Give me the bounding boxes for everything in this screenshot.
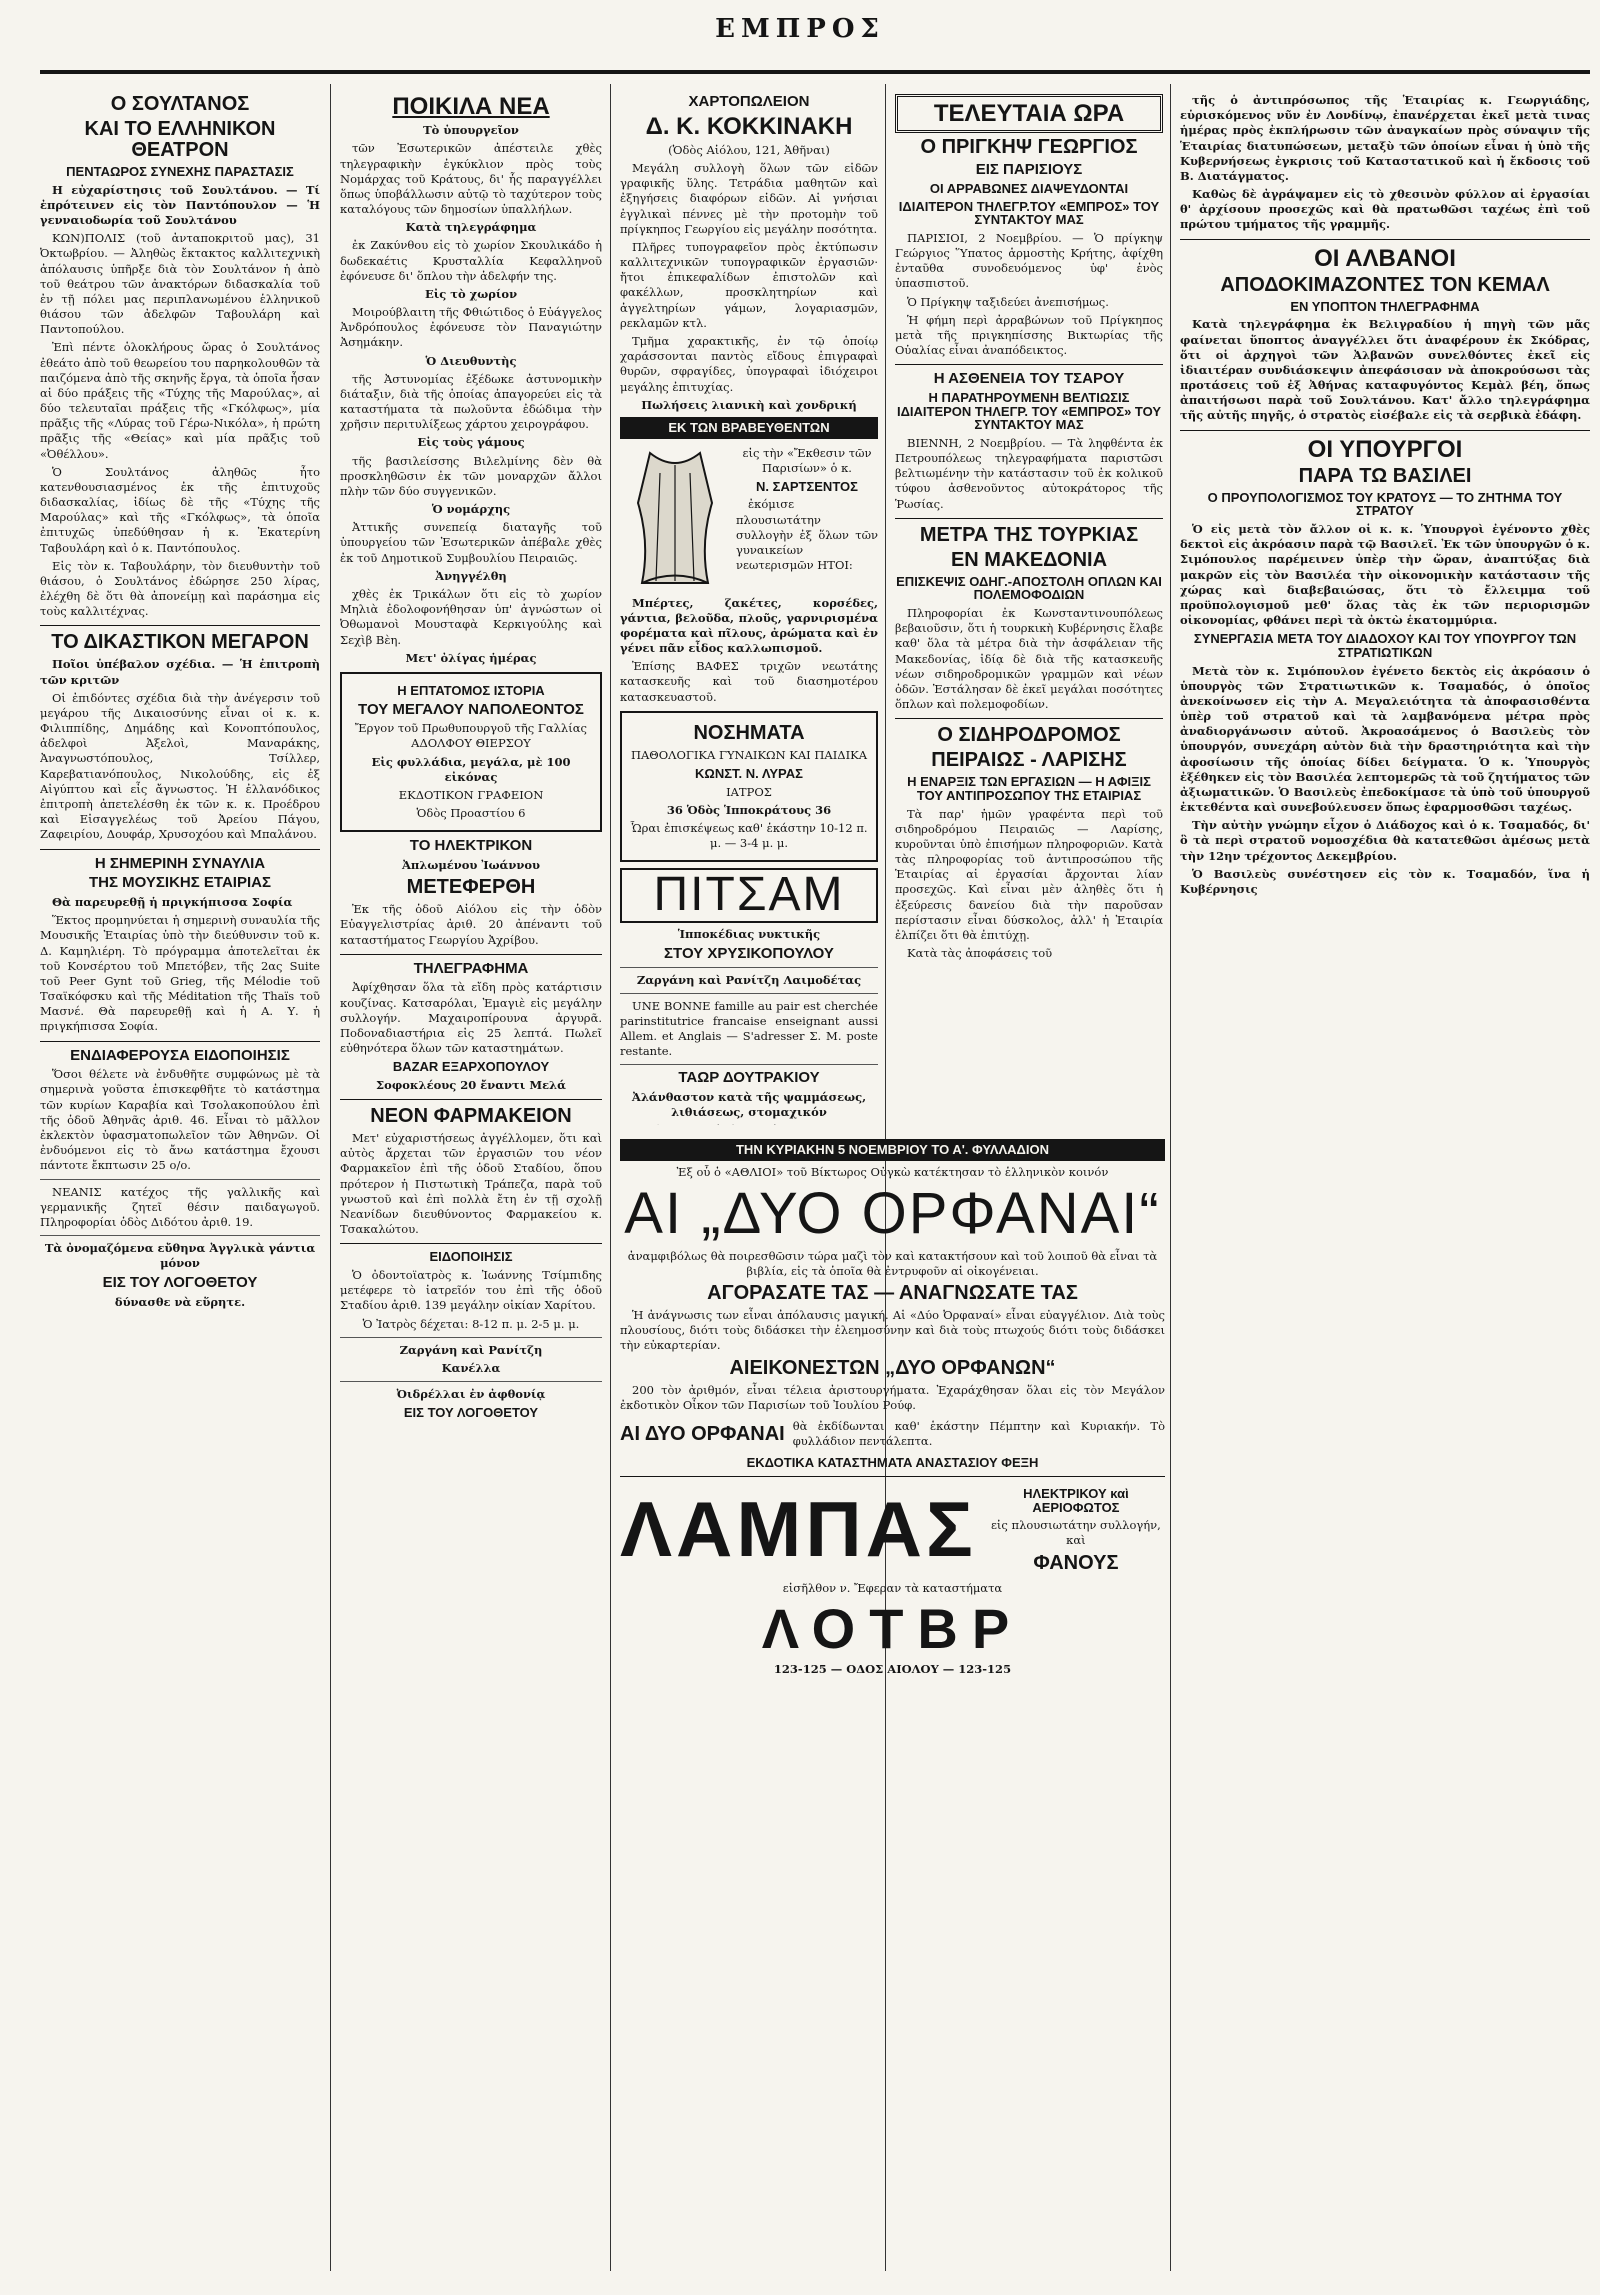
item-text: Μοιρούβλαιτη τῆς Φθιώτιδος ὁ Εὐάγγελος Ἀνδρόπουλος ἐφόνευσε τὸν Παναγιώτην Ἀσημάκην.	[340, 305, 602, 350]
advert-text: Πωλήσεις λιανικὴ καὶ χονδρική	[641, 397, 857, 412]
article-text: Οἱ ἐπιδόντες σχέδια διὰ τὴν ἀνέγερσιν τοῦ μεγάρου τῆς Δικαιοσύνης εἶναι οἱ κ. κ. Φιλιππίδης, Δημάδης καὶ Κονοπτόπουλος, ἀδελφοὶ Ἀξελοὶ, Μαναράκης, Ἀναγνωστόπουλος, Τσίλλερ, Καρεβατιανόπουλος, Νικολούδης, εἰς ἐξ Αἰγύπτου καὶ εἷς ἄγνωστος. Ἡ ἐλλανόδικος ἐπιτροπὴ ἀπετελέσθη ἐκ τῶν κ. κ. Προέδρου καὶ Εἰσαγγελέως τοῦ Ἀρείου Πάγου, Ζαφειρίου, Δουφάρ, Χρυσοχόου καὶ Μπαλάνου.	[40, 690, 320, 842]
item-heading: Ὁ Διευθυντὴς	[425, 353, 517, 368]
advert-title: ΑΙΕΙΚΟΝΕΣΤΩΝ „ΔΥΟ ΟΡΦΑΝΩΝ“	[729, 1356, 1056, 1379]
item-text: Ἀττικῆς συνεπείᾳ διαταγῆς τοῦ ὑπουργείου τῶν Ἐσωτερικῶν ἀπέβαλε χθὲς ἐκ τοῦ Δημοτικοῦ Συμβουλίου Πειραιῶς.	[340, 520, 602, 565]
divider	[340, 1337, 602, 1338]
subheadline: ΙΔΙΑΙΤΕΡΟΝ ΤΗΛΕΓΡ.ΤΟΥ «ΕΜΠΡΟΣ» ΤΟΥ ΣΥΝΤΑΚΤΟΥ ΜΑΣ	[898, 198, 1160, 228]
article-text: Πληροφορίαι ἐκ Κωνσταντινουπόλεως βεβαιοῦσιν, ὅτι ἡ τουρκικὴ Κυβέρνησις ἔλαβε καθ' ὅλα τὰ μέτρα διὰ τὴν ἀσφάλειαν τῆς Μακεδονίας, ἰδίᾳ δὲ διὰ τῆς κατασκευῆς νέων σιδηροδρομικῶν γραμμῶν καὶ νέων ὁδῶν. Ἐστάλησαν δὲ ἐκεῖ μεγάλαι ποσότητες ὅπλων καὶ πολεμοφοδίων.	[895, 606, 1163, 712]
advert-title: ΕΚ ΤΩΝ ΒΡΑΒΕΥΘΕΝΤΩΝ	[620, 417, 878, 439]
article-text: Ὁ Βασιλεὺς συνέστησεν εἰς τὸν κ. Τσαμαδόν, ἵνα ἡ Κυβέρνησις	[1180, 866, 1590, 896]
classified-ad: ΝΕΑΝΙΣ κατέχος τῆς γαλλικῆς καὶ γερμανικῆς ζητεῖ θέσιν παιδαγωγοῦ. Πληροφορίαι ὁδὸς Διδότου ἀριθ. 19.	[40, 1184, 320, 1229]
column-5	[1180, 90, 1590, 2271]
article-text: τῆς ὁ ἀντιπρόσωπος τῆς Ἑταιρίας κ. Γεωργιάδης, εὑρισκόμενος νῦν ἐν Λονδίνῳ, ἐπανέρχεται ἐκεῖ μετὰ τινας ἡμέρας πρὸς ἐκπλήρωσιν τῶν ἀναγκαίων πρὸς σύναψιν τῆς Ἑταιρίας διατυπώσεων, μεταξὺ τῶν ὁποίων εἶναι ἡ ὑπὸ τῆς Κυβερνήσεως ἐγκρισις τοῦ Καταστατικοῦ καὶ ἡ ἔκδοσις τοῦ Β. Διατάγματος.	[1180, 93, 1590, 183]
divider	[620, 993, 878, 994]
advert-title: Ν. ΣΑΡΤΣΕΝΤΟΣ	[756, 478, 858, 494]
advert-text: Ὁδὸς Προαστίου 6	[416, 806, 526, 821]
subheadline: ΟΙ ΑΡΡΑΒΩΝΕΣ ΔΙΑΨΕΥΔΟΝΤΑΙ	[929, 180, 1129, 196]
item-heading: Κατὰ τηλεγράφημα	[405, 220, 537, 235]
article-text: ΚΩΝ)ΠΟΛΙΣ (τοῦ ἀνταποκριτοῦ μας), 31 Ὀκτωβρίου. — Ἀληθὼς ἔκτακτος καλλιτεχνικὴ ἀπόλαυσις ὑπῆρξε διὰ τὸν Σουλτάνον ἡ ἀπὸ τοῦ θεάτρου τῶν ἀνακτόρων διδασκαλία τοῦ ἐν τῇ πόλει μας περιπλανωμένου ἑλληνικοῦ θιάσου τῶν ἀδελφῶν Ταβουλάρη καὶ Παντοπούλου.	[40, 231, 320, 337]
advert-text: Κανέλλα	[441, 1360, 501, 1375]
advert-title: ΣΤΟΥ ΧΡΥΣΙΚΟΠΟΥΛΟΥ	[664, 944, 834, 962]
item-text: ἐκ Ζακύνθου εἰς τὸ χωρίον Σκουλικάδο ἡ δωδεκαέτις Κρυσταλλία Κεφαλληνοῦ ἐφόνευσε δι' ὅπλου τὴν ἀδελφήν της.	[340, 238, 602, 283]
advert-text: ΠΑΘΟΛΟΓΙΚΑ ΓΥΝΑΙΚΩΝ ΚΑΙ ΠΑΙΔΙΚΑ	[630, 747, 868, 762]
headline: Ο ΠΡΙΓΚΗΨ ΓΕΩΡΓΙΟΣ	[920, 136, 1138, 159]
advert-title: ΛΑΜΠΑΣ	[620, 1485, 977, 1574]
column-divider	[1170, 84, 1171, 2271]
section-title: ΤΕΛΕΥΤΑΙΑ ΩΡΑ	[895, 94, 1163, 133]
advert-title: ΑΙ ΔΥΟ ΟΡΦΑΝΑΙ	[620, 1422, 785, 1445]
item-text: χθὲς ἐκ Τρικάλων ὅτι εἰς τὸ χωρίον Μηλιὰ ἐδολοφονήθησαν ὑπ' ἀγνώστων οἱ Ὀθωμανοὶ Μουσταφὰ Κερκιγούλης καὶ Σεχὶβ Βὲη.	[340, 587, 602, 647]
advert-title: ΕΙΣ ΤΟΥ ΛΟΓΟΘΕΤΟΥ	[102, 1274, 258, 1292]
headline: ΤΗΣ ΜΟΥΣΙΚΗΣ ΕΤΑΙΡΙΑΣ	[89, 874, 271, 892]
article-text: Μετὰ τὸν κ. Σιμόπουλον ἐγένετο δεκτὸς εἰς ἀκρόασιν ὁ ὑπουργὸς τῶν Στρατιωτικῶν κ. Τσαμαδός, ὁ ὁποῖος ἀνεκοίνωσεν εἰς τὴν Α. Μεγαλειότητα τὰ ἀποφασισθέντα ὑπὲρ τοῦ στρατοῦ καὶ τὰ λαμβανόμενα μέτρα πρὸς ἀναδιοργάνωσιν αὐτοῦ. Ἀκροασάμενος ὁ Βασιλεὺς τὸν ὑπουργόν, συνεχάρη αὐτὸν διὰ τὴν δραστηριότητα καὶ τὴν ἀφοσίωσιν τῆς ὁποίας δίδει δείγματα. Ὁ κ. Ὑπουργὸς ἐξέθηκεν εἰς τὸν Βασιλέα λεπτομερῶς τὰ τοῦ ζητήματος τῶν ἀξιωματικῶν. Ὁ Βασιλεὺς ἐπεδοκίμασε τὰ ὑπὸ τοῦ ὑπουργοῦ ἐκτεθέντα καὶ συνεβούλευσεν ὅπως ἐφαρμοσθῶσι ταχέως.	[1180, 663, 1590, 815]
article-text: Καθὼς δὲ ἀγράψαμεν εἰς τὸ χθεσινὸν φύλλον αἱ ἐργασίαι θ' ἀρχίσουν προσεχῶς καὶ θὰ πρατωθῶσι ταχέως ἐπὶ τοῦ πρώτου τμήματος τῆς γραμμῆς.	[1180, 187, 1590, 232]
headline: ΕΙΣ ΠΑΡΙΣΙΟΥΣ	[975, 161, 1083, 179]
subheadline: Η ΕΝΑΡΞΙΣ ΤΩΝ ΕΡΓΑΣΙΩΝ — Η ΑΦΙΞΙΣ ΤΟΥ ΑΝΤΙΠΡΟΣΩΠΟΥ ΤΗΣ ΕΤΑΙΡΙΑΣ	[907, 774, 1151, 803]
article-text: Εἰς τὸν κ. Ταβουλάρην, τὸν διευθυντὴν τοῦ θιάσου, ὁ Σουλτάνος ἐδώρησε 250 λίρας, ἐλέχθη δὲ ὅτι θὰ ἀπονείμῃ καὶ παράσημα εἰς τοὺς καλλιτέχνας.	[40, 558, 320, 619]
advert-text: Ὁ Ἰατρὸς δέχεται: 8-12 π. μ. 2-5 μ. μ.	[362, 1316, 580, 1331]
divider	[40, 625, 320, 626]
classified-ad: UNE BONNE famille au pair est cherchée parinstitutrice francaise enseignant aussi Allem. et Anglais — S'adresser Σ. Μ. poste restante.	[620, 998, 878, 1059]
advert-text: θὰ ἐκδίδωνται καθ' ἑκάστην Πέμπτην καὶ Κυριακήν. Τὸ φυλλάδιον πεντάλεπτα.	[792, 1418, 1165, 1449]
advert-napoleon	[340, 672, 602, 832]
advert-text: δύνασθε νὰ εὕρητε.	[114, 1295, 246, 1310]
orphans-advert	[620, 1135, 1165, 2271]
headline: Η ΣΗΜΕΡΙΝΗ ΣΥΝΑΥΛΙΑ	[94, 854, 266, 872]
advert-text: ἀναμφιβόλως θὰ ποιρεσθῶσιν τώρα μαζὶ τὸν καὶ κατακτήσουν καὶ τοῦ λοιποῦ θὰ εἶναι τὰ βιβλία, εἰς τὰ ὁποῖα θὰ ἐντρυφοῦν αἱ οἰκογένειαι.	[627, 1248, 1158, 1278]
advert-title: ΝΟΣΗΜΑΤΑ	[693, 721, 805, 744]
headline: ΕΝ ΜΑΚΕΔΟΝΙΑ	[950, 548, 1108, 571]
advert-title: ΕΙΔΟΠΟΙΗΣΙΣ	[429, 1249, 513, 1265]
advert-text: Ζαργάνη καὶ Ρανίτζη Λαιμοδέτας	[636, 972, 862, 987]
advert-title: ΝΕΟΝ ΦΑΡΜΑΚΕΙΟΝ	[370, 1105, 572, 1128]
divider	[40, 849, 320, 850]
advert-text: Ἡ ἀνάγνωσις των εἶναι ἀπόλαυσις μαγική. Αἱ «Δύο Ὀρφαναί» εἶναι εὐαγγέλιον. Διὰ τοὺς πλουσίους, διότι τοὺς διδάσκει τὴν ἐλεημοσύνην καὶ διὰ τοὺς πτωχούς διότι τοὺς διδάσκει τὴν εὐκαρτερίαν.	[620, 1308, 1165, 1353]
subheadline: ΕΠΙΣΚΕΨΙΣ ΟΔΗΓ.-ΑΠΟΣΤΟΛΗ ΟΠΛΩΝ ΚΑΙ ΠΟΛΕΜΟΦΟΔΙΩΝ	[896, 573, 1162, 603]
advert-doctor	[620, 711, 878, 863]
advert-text: Ἀφίχθησαν ὅλα τὰ εἴδη πρὸς κατάρτισιν κουζίνας. Κατσαρόλαι, Ἐμαγιὲ εἰς μεγάλην συλλογήν. Μαχαιροπίρουνα ἀργυρᾶ. Ποδοναδιαστήρια εἰς 25 λεπτά. Πωλεῖ εὐθηνότερα ὅλων τῶν καταστημάτων.	[340, 980, 602, 1056]
top-rule	[40, 70, 1590, 74]
advert-text: Ζαργάνη καὶ Ρανίτζη	[399, 1342, 543, 1357]
advert-text: Τμῆμα χαρακτικῆς, ἐν τῷ ὁποίῳ χαράσσονται παντὸς εἴδους ἐπιγραφαὶ θυρῶν, σφραγίδες, ὑπογραφαὶ ἰδιόχειροι μεγάλης ἐπιτυχίας.	[620, 334, 878, 394]
advert-text: Ἐξ οὗ ὁ «ΑΘΛΙΟΙ» τοῦ Βίκτωρος Οὐγκὼ κατέκτησαν τὸ ἑλληνικὸν κοινόν	[676, 1164, 1109, 1179]
headline: ΜΕΤΡΑ ΤΗΣ ΤΟΥΡΚΙΑΣ	[919, 523, 1139, 546]
advert-banner: ΤΗΝ ΚΥΡΙΑΚΗΝ 5 ΝΟΕΜΒΡΙΟΥ ΤΟ Α'. ΦΥΛΛΑΔΙΟΝ	[620, 1139, 1165, 1161]
subheadline: Ο ΠΡΟΥΠΟΛΟΓΙΣΜΟΣ ΤΟΥ ΚΡΑΤΟΥΣ — ΤΟ ΖΗΤΗΜΑ ΤΟΥ ΣΤΡΑΤΟΥ	[1207, 489, 1563, 519]
headline: ΤΟ ΔΙΚΑΣΤΙΚΟΝ ΜΕΓΑΡΟΝ	[51, 631, 309, 654]
article-text: Ὁ Πρίγκηψ ταξιδεύει ἀνεπισήμως.	[907, 294, 1109, 309]
divider	[895, 518, 1163, 519]
corset-advert	[620, 443, 878, 593]
advert-title: ΤΗΛΕΓΡΑΦΗΜΑ	[413, 959, 529, 977]
advert-text: ΕΚΔΟΤΙΚΟΝ ΓΡΑΦΕΙΟΝ	[398, 787, 544, 802]
advert-title: ΜΕΤΕΦΕΡΘΗ	[406, 876, 536, 899]
article-text: Ἡ φήμη περὶ ἀρραβώνων τοῦ Πρίγκηπος μετὰ τῆς πριγκηπίσσης Βικτωρίας τῆς Οὐαλίας εἶναι ἀναπόδεικτος.	[895, 312, 1163, 358]
article-text: ΠΑΡΙΣΙΟΙ, 2 Νοεμβρίου. — Ὁ πρίγκηψ Γεώργιος Ὕπατος ἁρμοστὴς Κρήτης, ἀφίχθη ἐνταῦθα συνοδευόμενος ὑφ' ἑνὸς ὑπασπιστοῦ.	[895, 230, 1163, 291]
subheadline: ΕΝ ΥΠΟΠΤΟΝ ΤΗΛΕΓΡΑΦΗΜΑ	[1290, 298, 1480, 314]
divider	[620, 967, 878, 968]
section-title: ΠΟΙΚΙΛΑ ΝΕΑ	[392, 93, 550, 120]
advert-title: ΚΩΝΣΤ. Ν. ΛΥΡΑΣ	[695, 765, 803, 781]
headline: Ο ΣΟΥΛΤΑΝΟΣ	[110, 93, 250, 115]
divider	[620, 1476, 1165, 1477]
advert-title: ΑΓΟΡΑΣΑΤΕ ΤΑΣ — ΑΝΑΓΝΩΣΑΤΕ ΤΑΣ	[707, 1282, 1078, 1305]
advert-text: Ἐπίσης ΒΑΦΕΣ τριχῶν νεωτάτης κατασκευῆς καὶ τοῦ διασημοτέρου κατασκευαστοῦ.	[620, 659, 878, 704]
advert-text: 123-125 — ΟΔΟΣ ΑΙΟΛΟΥ — 123-125	[773, 1662, 1012, 1677]
headline: ΟΙ ΥΠΟΥΡΓΟΙ	[1307, 435, 1463, 463]
advert-text: Εἰς φυλλάδια, μεγάλα, μὲ 100 εἰκόνας	[371, 754, 571, 784]
orphans-row	[620, 1416, 1165, 1452]
divider	[1180, 430, 1590, 431]
column-divider	[610, 84, 611, 2271]
advert-text: Τὰ ὀνομαζόμενα εὔθηνα Ἀγγλικὰ γάντια μόνον	[44, 1241, 316, 1271]
advert-text: Μετ' εὐχαριστήσεως ἀγγέλλομεν, ὅτι καὶ αὐτὸς ἄρχεται τῶν ἐργασιῶν του νέον Φαρμακεῖον ἐπὶ τῆς ὁδοῦ Σταδίου, ὅπου πρότερον ἡ Πιστωτικὴ Τράπεζα, παρὰ τοῦ γνωστοῦ καὶ ἐπὶ πολλὰ ἔτη ἐν τῇ σχολῇ Νεανίδων διευθύνοντος Φαρμακείου κ. Τσακαλώτου.	[340, 1131, 602, 1237]
corset-illustration-icon	[620, 443, 730, 593]
headline: ΚΑΙ ΤΟ ΕΛΛΗΝΙΚΟΝ ΘΕΑΤΡΟΝ	[84, 118, 276, 161]
article-text: Ἐπὶ πέντε ὁλοκλήρους ὥρας ὁ Σουλτάνος ἐθεάτο ἀπὸ τοῦ θεωρείου του παρηκολουθῶν τὰ παιζόμενα ἀπὸ τῆς σκηνῆς ἔργα, τὰ ὁποῖα ἦσαν αἱ δύο πράξεις τῆς «Τύχης τῆς Μαρούλας», αἱ δύο τελευταῖαι πράξεις τῆς «Γκόλφως», μία πρᾶξις τῆς «Λύρας τοῦ Γέρω-Νικόλα», ἡ πρώτη πρᾶξις τῆς «Θείας» καὶ μία πρᾶξις τοῦ «Ὀθέλλου».	[40, 340, 320, 461]
divider	[895, 364, 1163, 365]
advert-title: ΧΑΡΤΟΠΩΛΕΙΟΝ	[688, 93, 810, 110]
article-text: Ὅσοι θέλετε νὰ ἐνδυθῆτε συμφώνως μὲ τὰ σημερινὰ γοῦστα ἐπισκεφθῆτε τὸ κατάστημα τῶν κυρίων Καραβία καὶ Τσολακοπούλου ἐπὶ τῆς ὁδοῦ Ἀθηνᾶς ἀριθ. 46. Εἶναι τὸ μᾶλλον ἐκλεκτὸν ὑφασματοπωλεῖον τῶν Ἀθηνῶν. Οἱ ἐνδυόμενοι εἰς τὸ ἄνω κατάστημα ἔχουσι πάντοτε ἔκπτωσιν 25 ο/ο.	[40, 1067, 320, 1173]
subheadline: Η ΠΑΡΑΤΗΡΟΥΜΕΝΗ ΒΕΛΤΙΩΣΙΣ ΙΔΙΑΙΤΕΡΟΝ ΤΗΛΕΓΡ. ΤΟΥ «ΕΜΠΡΟΣ» ΤΟΥ ΣΥΝΤΑΚΤΟΥ ΜΑΣ	[896, 389, 1162, 433]
advert-text: 200 τὸν ἀριθμόν, εἶναι τέλεια ἀριστουργήματα. Ἐχαράχθησαν ὅλαι εἰς τὸν Μεγάλον ἐκδοτικὸν Οἶκον τῶν Παρισίων τοῦ Ἰουλίου Ρούφ.	[620, 1382, 1165, 1412]
item-heading: Μετ' ὀλίγας ἡμέρας	[405, 650, 537, 665]
advert-text: (Ὁδὸς Αἰόλου, 121, Ἀθῆναι)	[668, 142, 830, 157]
advert-text: ἐκόμισε πλουσιωτάτην συλλογὴν ἐξ ὅλων τῶν γυναικείων νεωτερισμῶν ΗΤΟΙ:	[736, 497, 878, 573]
advert-text: Μπέρτες, ζακέτες, κορσέδες, γάντια, βελοῦδα, πλοῦς, γαρνιρισμένα φορέματα καὶ πῖλους, ἀρώματα καὶ ἐν γένει πᾶν εἶδος καλλωπισμοῦ.	[620, 595, 878, 656]
article-lead: Θὰ παρευρεθῇ ἡ πριγκήπισσα Σοφία	[52, 895, 293, 910]
headline: Η ΑΣΘΕΝΕΙΑ ΤΟΥ ΤΣΑΡΟΥ	[933, 370, 1125, 388]
advert-text: Μεγάλη συλλογὴ ὅλων τῶν εἰδῶν γραφικῆς ὕλης. Τετράδια μαθητῶν καὶ ἐξηγήσεις διαφόρων εἰδῶν. Αἱ γνήσιαι ἐγγλικαὶ πέννες μὲ τὴν προτομὴν τοῦ πρίγκηπος Γεωργίου εἰς μεγάλην ποσότητα.	[620, 161, 878, 236]
advert-title: ΗΛΕΚΤΡΙΚΟΥ καὶ ΑΕΡΙΟΦΩΤΟΣ	[1023, 1485, 1129, 1515]
divider	[340, 1243, 602, 1244]
subheadline: ΠΕΝΤΑΩΡΟΣ ΣΥΝΕΧΗΣ ΠΑΡΑΣΤΑΣΙΣ	[66, 164, 294, 179]
advert-title: ΦΑΝΟΥΣ	[1033, 1551, 1119, 1574]
divider	[1180, 239, 1590, 240]
advert-text: Ὁ ὀδοντοϊατρὸς κ. Ἰωάννης Τσίμπιδης μετέφερε τὸ ἰατρεῖόν του ἐπὶ τῆς ὁδοῦ Σταδίου ἀριθ. 139 μεγάλην οἰκίαν Χαρίτου.	[340, 1267, 602, 1313]
column-1	[40, 90, 320, 2271]
article-text: Ὁ Σουλτάνος ἀληθῶς ἦτο κατενθουσιασμένος ἐκ τῆς ἐπιτυχοῦς διδασκαλίας, ἰδίως δὲ τῆς «Τύχης τῆς Μαρούλας» καὶ τῆς «Γκόλφως», τὰ ὁποῖα ἐπιτυχῶς ὑπεδύθησαν ἡ κ. Ἐκατερίνη Ταβουλάρη καὶ ὁ κ. Παντόπουλος.	[40, 464, 320, 555]
headline: Ο ΣΙΔΗΡΟΔΡΟΜΟΣ	[937, 724, 1121, 747]
column-3	[620, 90, 878, 1125]
advert-text: ΙΑΤΡΟΣ	[726, 784, 772, 799]
item-text: τῆς Ἀστυνομίας ἐξέδωκε ἀστυνομικὴν διάταξιν, διὰ τῆς ὁποίας ἀπαγορεύει εἰς τὰ καταστήματα τὰ πωλοῦντα ἐδώδιμα τὴν χρῆσιν περιτυλίξεως χάρτου χειρογράφου.	[340, 371, 602, 432]
item-heading: Εἰς τὸ χωρίον	[424, 286, 518, 301]
article-text: Ὁ εἰς μετὰ τὸν ἄλλον οἱ κ. κ. Ὑπουργοὶ ἐγένοντο χθὲς δεκτοὶ εἰς ἀκρόασιν παρὰ τῷ Βασιλεῖ. Ἐκ τῶν ὑπουργῶν ὁ κ. Σιμόπουλος παρέμεινεν ὑπὲρ τὴν ὥραν, ἀναπτύξας διὰ μακρῶν εἰς τὸν Βασιλέα τὴν οἰκονομικὴν κατάστασιν τῆς χώρας καὶ διαβεβαιώσας, ὅτι τὸ ἔλλειμμα τοῦ προϋπολογισμοῦ μεθ' ὅλας τὰς ἐκ τῶν περιορισμῶν οἰκονομίας, φθάνει περὶ τὰ ὀκτὼ ἑκατομμύρια.	[1180, 522, 1590, 628]
article-text: Τὴν αὐτὴν γνώμην εἶχον ὁ Διάδοχος καὶ ὁ κ. Τσαμαδός, δι' ὃ τὰ περὶ στρατοῦ νομοσχέδια θὰ κατατεθῶσι ἀμέσως μετὰ τὴν 12ην τρέχοντος Δεκεμβρίου.	[1180, 818, 1590, 863]
divider	[40, 1235, 320, 1236]
advert-text: Ἱπποκέδιας νυκτικῆς	[677, 926, 821, 941]
advert-text: Ἔργον τοῦ Πρωθυπουργοῦ τῆς Γαλλίας ΑΔΟΛΦΟΥ ΘΙΕΡΣΟΥ	[355, 721, 587, 751]
advert-text: εἰσῆλθον ν. Ἔφεραν τὰ καταστήματα	[782, 1580, 1003, 1595]
column-divider	[330, 84, 331, 2271]
article-text: Κατὰ τηλεγράφημα ἐκ Βελιγραδίου ἡ πηγὴ τῶν μᾶς φαίνεται ὕποπτος ἀναγγέλλει ὅτι ἀναφέρουν ἐκ Σκόδρας, ὅτι οἱ ἀρχηγοὶ τῶν Ἀλβανῶν συνελθόντες ἐκεῖ εἰς ἰδιαιτέραν συνδιάσκεψιν ἀπεφάσισαν νὰ ἀποκρούσωσι τὰς προτάσεις τοῦ ἐξ Ἀθήνας καταφυγόντος Κεμὰλ βέη, ὅπως ἀπαιτήσωσι παρὰ τοῦ Σουλτάνου. Κατ' ἄλλο τηλεγράφημα τῆς αὐτῆς πηγῆς, ὁ στρατὸς εἰσέβαλε εἰς τὰ σερβικὰ ἐδάφη.	[1180, 317, 1590, 423]
column-4	[895, 90, 1163, 1125]
article-text: ΒΙΕΝΝΗ, 2 Νοεμβρίου. — Τὰ ληφθέντα ἐκ Πετρουπόλεως τηλεγραφήματα παριστῶσι βελτιωμένην τὴν κατάστασιν τοῦ ἐκ κολικοῦ τύφου ἀσθενοῦντος αὐτοκράτορος τῆς Ῥωσίας.	[895, 435, 1163, 511]
headline: ΠΕΙΡΑΙΩΣ - ΛΑΡΙΣΗΣ	[931, 749, 1127, 772]
item-heading: Τὸ ὑπουργεῖον	[423, 123, 519, 138]
advert-title: ΤΟΥ ΜΕΓΑΛΟΥ ΝΑΠΟΛΕΟΝΤΟΣ	[358, 700, 584, 718]
headline: ΑΠΟΔΟΚΙΜΑΖΟΝΤΕΣ ΤΟΝ ΚΕΜΑΛ	[1220, 273, 1550, 296]
headline: ΟΙ ΑΛΒΑΝΟΙ	[1314, 244, 1456, 272]
item-heading: Ὁ νομάρχης	[431, 502, 511, 517]
column-2	[340, 90, 602, 2271]
advert-text: Ὧραι ἐπισκέψεως καθ' ἑκάστην 10-12 π. μ. — 3-4 μ. μ.	[630, 820, 868, 851]
divider	[340, 1099, 602, 1100]
advert-title: Η ΕΠΤΑΤΟΜΟΣ ΙΣΤΟΡΙΑ	[397, 682, 545, 698]
item-heading: Ἀνηγγέλθη	[435, 568, 507, 583]
divider	[620, 1064, 878, 1065]
advert-text: Σοφοκλέους 20 ἔναντι Μελά	[376, 1077, 566, 1092]
advert-text: Ὀιδρέλλαι ἐν ἀφθονίᾳ	[396, 1387, 546, 1402]
divider	[40, 1179, 320, 1180]
advert-text: Ἐκ τῆς ὁδοῦ Αἰόλου εἰς τὴν ὁδὸν Εὐαγγελιστρίας ἀριθ. 20 ἀπέναντι τοῦ καταστήματος Γεωργίου Ἀχρίβου.	[340, 902, 602, 947]
article-text: Τὰ παρ' ἡμῶν γραφέντα περὶ τοῦ σιδηροδρόμου Πειραιῶς — Λαρίσης, κυροῦνται ὑπὸ ἐπισήμων πληροφοριῶν. Κατὰ τὰς πληροφορίας τοῦ ἀντιπροσώπου τῆς Ἑταιρίας αἱ ἐργασίαι ἄρχονται λίαν προσεχῶς. Καὶ εἶναι μὲν ἀληθὲς ὅτι ἡ ἐξεύρεσις δανείου διὰ τὴν παροῦσαν περίστασιν εἶναι δύσκολος, ἀλλ' ἡ Ἑταιρία ἐλπίζει ὅτι θὰ ἐπιτύχῃ.	[895, 806, 1163, 942]
advert-text: εἰς τὴν «Ἔκθεσιν τῶν Παρισίων» ὁ κ.	[742, 445, 872, 475]
advert-text: Ἀλάνθαστον κατὰ τῆς ψαμμάσεως, λιθιάσεως, στομαχικόν	[631, 1090, 867, 1120]
divider	[40, 1041, 320, 1042]
item-text: τῆς βασιλείσσης Βιλελμίνης δὲν θὰ προσκληθῶσιν ἐκ τῶν μοναρχῶν ἄλλοι πλὴν τῶν δύο συγγενικῶν.	[340, 453, 602, 498]
advert-title: ΛΟΤΒΡ	[761, 1596, 1024, 1660]
advert-text: Πλῆρες τυπογραφεῖον πρὸς ἐκτύπωσιν καλλιτεχνικῶν τυπογραφικῶν ἐργασιῶν· ἤτοι ἐπικεφαλίδων ἐπιστολῶν καὶ φακέλλων, προσκλητηρίων καὶ ἀγγελτηρίων γάμων, λογαριασμῶν, ρεκλαμῶν κτλ.	[620, 239, 878, 330]
divider	[340, 1381, 602, 1382]
advert-text: εἰς πλουσιωτάτην συλλογήν, καὶ	[990, 1518, 1161, 1548]
advert-title: ΠΙΤΣΑΜ	[620, 868, 878, 922]
article-text: Κατὰ τὰς ἀποφάσεις τοῦ	[907, 946, 1053, 961]
advert-text	[620, 1123, 878, 1125]
headline: ΠΑΡΑ ΤΩ ΒΑΣΙΛΕΙ	[1298, 464, 1472, 487]
advert-text: Ἀπλωμένου Ἰωάννου	[401, 858, 541, 873]
advert-title: ΤΟ ΗΛΕΚΤΡΙΚΟΝ	[409, 837, 533, 855]
divider	[895, 718, 1163, 719]
article-text: Ἕκτος προμηνύεται ἡ σημερινὴ συναυλία τῆς Μουσικῆς Ἑταιρίας ὑπὸ τὴν διεύθυνσιν τοῦ κ. Δ. Καμηλιέρη. Τὸ πρόγραμμα ἀποτελεῖται ἐκ τοῦ Κονσέρτου τοῦ Μπετόβεν, τῆς 2ας Suite τοῦ Peer Gynt τοῦ Grieg, τῆς Mélodie τοῦ Τσαϊκόφσκυ καὶ τῆς Méditation τῆς Thaïs τοῦ Μασνέ. Θὰ παρευρεθῇ καὶ ἡ Α. Υ. ἡ πριγκήπισσα Σοφία.	[40, 913, 320, 1034]
headline: ΕΝΔΙΑΦΕΡΟΥΣΑ ΕΙΔΟΠΟΙΗΣΙΣ	[70, 1046, 290, 1064]
advert-title: ΤΑΩΡ ΔΟΥΤΡΑΚΙΟΥ	[678, 1069, 820, 1087]
article-lead: Ποῖοι ὑπέβαλον σχέδια. — Ἡ ἐπιτροπὴ τῶν κριτῶν	[40, 657, 320, 687]
advert-title: BAZAR ΕΞΑΡΧΟΠΟΥΛΟΥ	[392, 1059, 550, 1075]
masthead: ΕΜΠΡΟΣ	[715, 14, 885, 44]
item-text: τῶν Ἐσωτερικῶν ἀπέστειλε χθὲς τηλεγραφικὴν ἐγκύκλιον πρὸς τοὺς Νομάρχας τοῦ Κράτους, δι' ἧς παραγγέλλει ὅπως ὑποβάλλωσιν αὐτῷ τὸ ταχύτερον τοὺς καταλόγους τῶν δημοσίων ὑπαλλήλων.	[340, 141, 602, 217]
item-heading: Εἰς τοὺς γάμους	[417, 435, 525, 450]
divider	[340, 954, 602, 955]
advert-text: 36 Ὁδὸς Ἱπποκράτους 36	[666, 802, 832, 817]
advert-title: ΕΙΣ ΤΟΥ ΛΟΓΟΘΕΤΟΥ	[403, 1405, 539, 1421]
advert-title: ΕΚΔΟΤΙΚΑ ΚΑΤΑΣΤΗΜΑΤΑ ΑΝΑΣΤΑΣΙΟΥ ΦΕΞΗ	[746, 1455, 1039, 1471]
article-lead: Η εὐχαρίστησις τοῦ Σουλτάνου. — Τί ἐπρότεινεν εἰς τὸν Παντόπουλον — Ἡ γενναιοδωρία τοῦ Σουλτάνου	[40, 182, 320, 227]
lamp-advert	[620, 1483, 1165, 1578]
advert-title: Δ. Κ. ΚΟΚΚΙΝΑΚΗ	[645, 112, 853, 140]
advert-title: ΑΙ „ΔΥΟ ΟΡΦΑΝΑΙ“	[624, 1180, 1161, 1246]
subheadline: ΣΥΝΕΡΓΑΣΙΑ ΜΕΤΑ ΤΟΥ ΔΙΑΔΟΧΟΥ ΚΑΙ ΤΟΥ ΥΠΟΥΡΓΟΥ ΤΩΝ ΣΤΡΑΤΙΩΤΙΚΩΝ	[1193, 631, 1577, 660]
